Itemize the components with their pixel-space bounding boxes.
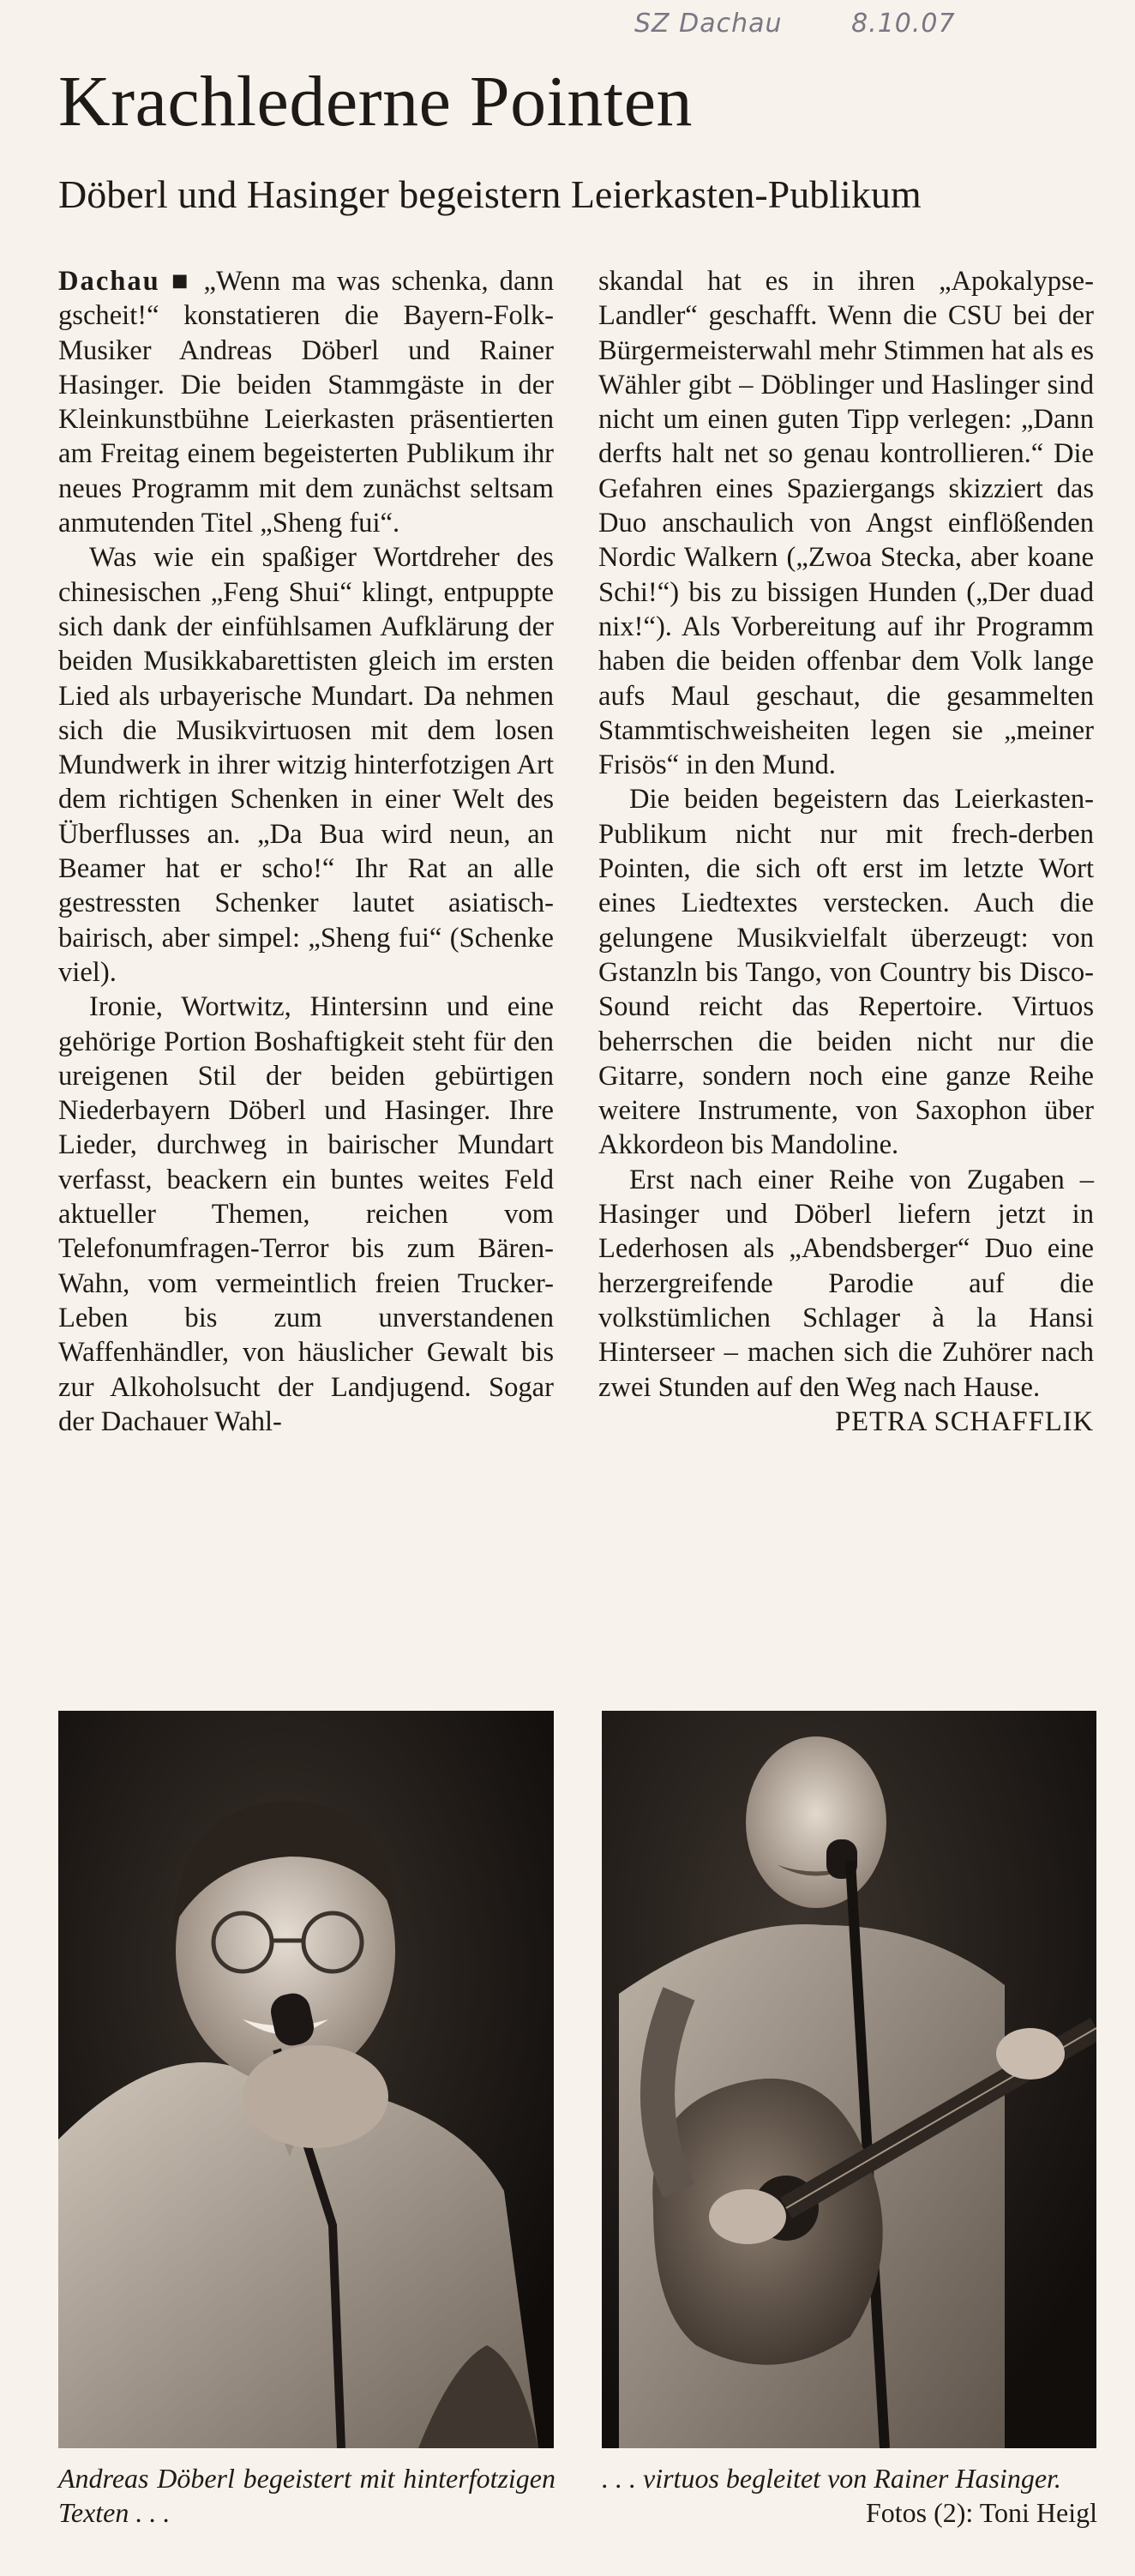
- photo-caption-left: Andreas Döberl begeistert mit hinterfotzigen Texten . . .: [58, 2463, 555, 2528]
- photo-caption-right-text: . . . virtuos begleitet von Rainer Hasinger.: [602, 2463, 1061, 2494]
- photo-andreas-doeberl: [58, 1711, 554, 2448]
- handwritten-note: [634, 9, 1016, 39]
- article-paragraph: Ironie, Wortwitz, Hintersinn und eine gehörige Portion Boshaftigkeit steht für den ureigenen Stil der beiden gebürtigen Niederbayern Döberl und Hasinger. Ihre Lieder, durchweg in bairischer Mundart verfasst, beackern ein buntes weites Feld aktueller Themen, reichen vom Telefonumfragen-Terror bis zum Bären-Wahn, vom vermeintlich freien Trucker-Leben bis zum unverstandenen Waffenhändler, von häuslicher Gewalt bis zur Alkoholsucht der Landjugend. Sogar der Dachauer Wahl-: [58, 991, 554, 1437]
- guitarist-photo-illustration: [602, 1711, 1096, 2448]
- photo-rainer-hasinger: [602, 1711, 1096, 2448]
- article-column-right: [598, 264, 1094, 1439]
- subheadline: Döberl und Hasinger begeistern Leierkasten-Publikum: [58, 172, 922, 216]
- handwritten-date: 8.10.07: [851, 9, 956, 39]
- handwritten-source: SZ Dachau: [634, 9, 783, 39]
- photo-caption-right: [602, 2461, 1097, 2530]
- paragraph-text: „Wenn ma was schenka, dann gscheit!“ konstatieren die Bayern-Folk-Musiker Andreas Döberl und Rainer Hasinger. Die beiden Stammgäste in der Kleinkunstbühne Leierkasten präsentierten am Freitag einem begeisterten Publikum ihr neues Programm mit dem zunächst seltsam anmutenden Titel „Sheng fui“.: [58, 266, 555, 539]
- photo-credit: Fotos (2): Toni Heigl: [865, 2497, 1097, 2528]
- article-paragraph: [598, 1163, 1094, 1437]
- article-column-left: [58, 264, 554, 1439]
- dateline: Dachau: [58, 266, 160, 297]
- author-byline: PETRA SCHAFFLIK: [835, 1405, 1094, 1437]
- article-paragraph: skandal hat es in ihren „Apokalypse-Landler“ geschafft. Wenn die CSU bei der Bürgermeisterwahl mehr Stimmen hat als es Wähler gibt – Döblinger und Haslinger sind nicht um einen guten Tipp verlegen: „Dann derfts halt net so genau kontrollieren.“ Die Gefahren eines Spaziergangs skizziert das Duo anschaulich von Angst einflößenden Nordic Walkern („Zwoa Stecka, aber koane Schi!“) bis zu bissigen Hunden („Der duad nix!“). Als Vorbereitung auf ihr Programm haben die beiden offenbar dem Volk lange aufs Maul geschaut, die gesammelten Stammtischweisheiten legen sie „meiner Frisös“ in den Mund.: [598, 266, 1094, 781]
- headline: Krachlederne Pointen: [58, 62, 694, 141]
- article-paragraph: Was wie ein spaßiger Wortdreher des chinesischen „Feng Shui“ klingt, entpuppte sich dank der einfühlsamen Aufklärung der beiden Musikkabarettisten gleich im ersten Lied als urbayerische Mundart. Da nehmen sich die Musikvirtuosen mit dem losen Mundwerk in ihrer witzig hinterfotzigen Art dem richtigen Schenken in einer Welt des Überflusses an. „Da Bua wird neun, an Beamer hat er scho!“ Ihr Rat an alle gestressten Schenker lautet asiatisch-bairisch, aber simpel: „Sheng fui“ (Schenke viel).: [58, 542, 554, 988]
- dateline-marker: ■: [171, 266, 193, 297]
- article-paragraph: Die beiden begeistern das Leierkasten-Publikum nicht nur mit frech-derben Pointen, die sich oft erst im letzte Wort eines Liedtextes verstecken. Auch die gelungene Musikvielfalt überzeugt: von Gstanzln bis Tango, von Country bis Disco-Sound reicht das Repertoire. Virtuos beherrschen die beiden nicht nur die Gitarre, sondern noch eine ganze Reihe weitere Instrumente, von Saxophon über Akkordeon bis Mandoline.: [598, 784, 1094, 1161]
- article-paragraph: [58, 264, 554, 540]
- paragraph-text: Erst nach einer Reihe von Zugaben – Hasinger und Döberl liefern jetzt in Lederhosen als „Abendsberger“ Duo eine herzergreifende Parodie auf die volkstümlichen Schlager à la Hansi Hinterseer – machen sich die Zuhörer nach zwei Stunden auf den Weg nach Hause.: [598, 1164, 1094, 1403]
- singer-photo-illustration: [58, 1711, 554, 2448]
